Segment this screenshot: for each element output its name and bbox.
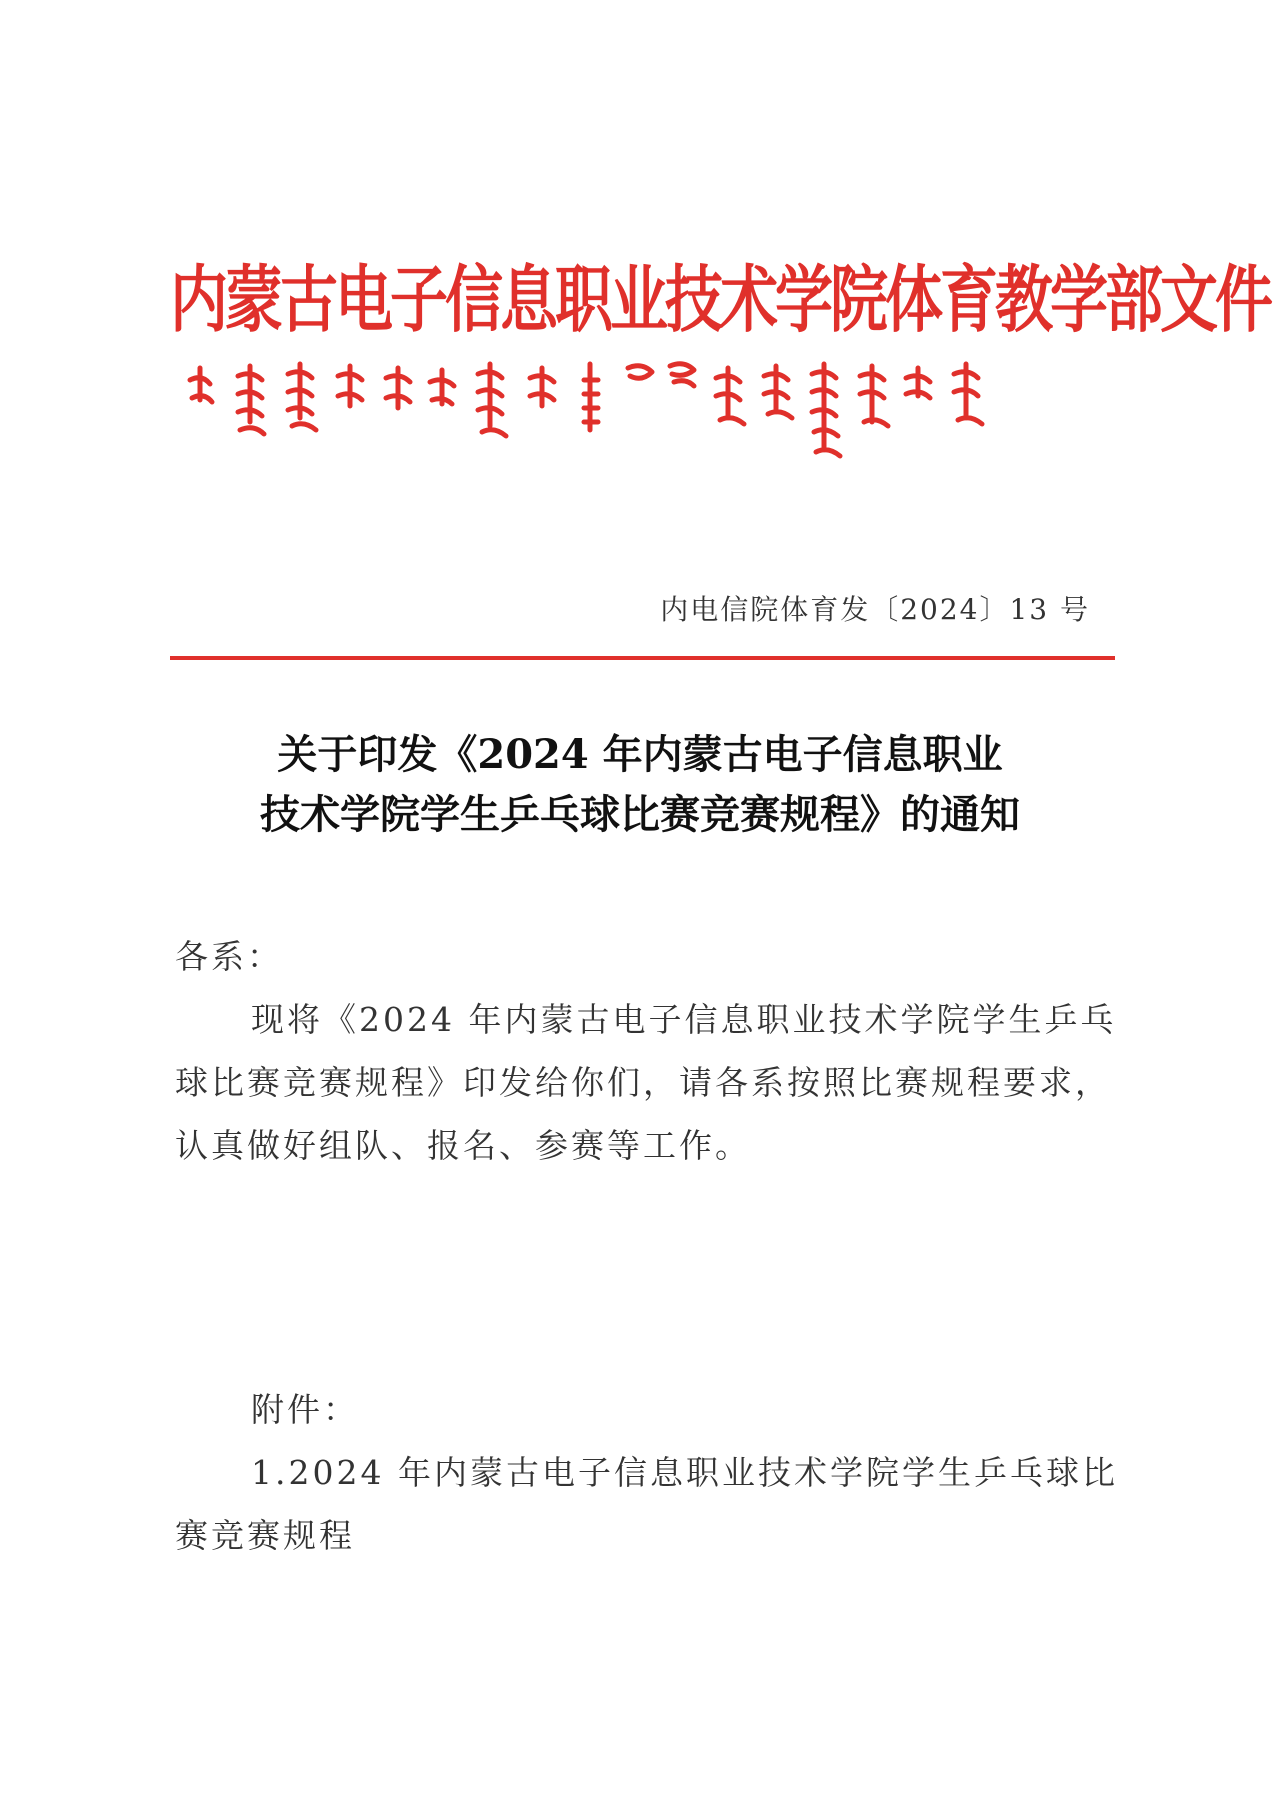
mongolian-script-graphic [180, 360, 1120, 480]
title-line-2: 技术学院学生乒乓球比赛竞赛规程》的通知 [260, 791, 1020, 838]
red-divider-line [170, 656, 1115, 660]
attachment-item: 1.2024 年内蒙古电子信息职业技术学院学生乒乓球比赛竞赛规程 [175, 1453, 1118, 1555]
issuer-heading: 内蒙古电子信息职业技术学院体育教学部文件 [170, 257, 1271, 343]
notice-title [150, 725, 1130, 845]
body-paragraph: 现将《2024 年内蒙古电子信息职业技术学院学生乒乓球比赛竞赛规程》印发给你们，请各系按照比赛规程要求，认真做好组队、报名、参赛等工作。 [175, 1000, 1117, 1165]
mongolian-script-logo [180, 360, 1120, 480]
title-line-1: 关于印发《2024 年内蒙古电子信息职业 [277, 731, 1003, 778]
salutation: 各系： [175, 937, 283, 976]
document-number: 内电信院体育发〔2024〕13 号 [660, 593, 1090, 626]
attachments-label: 附件： [251, 1390, 359, 1429]
